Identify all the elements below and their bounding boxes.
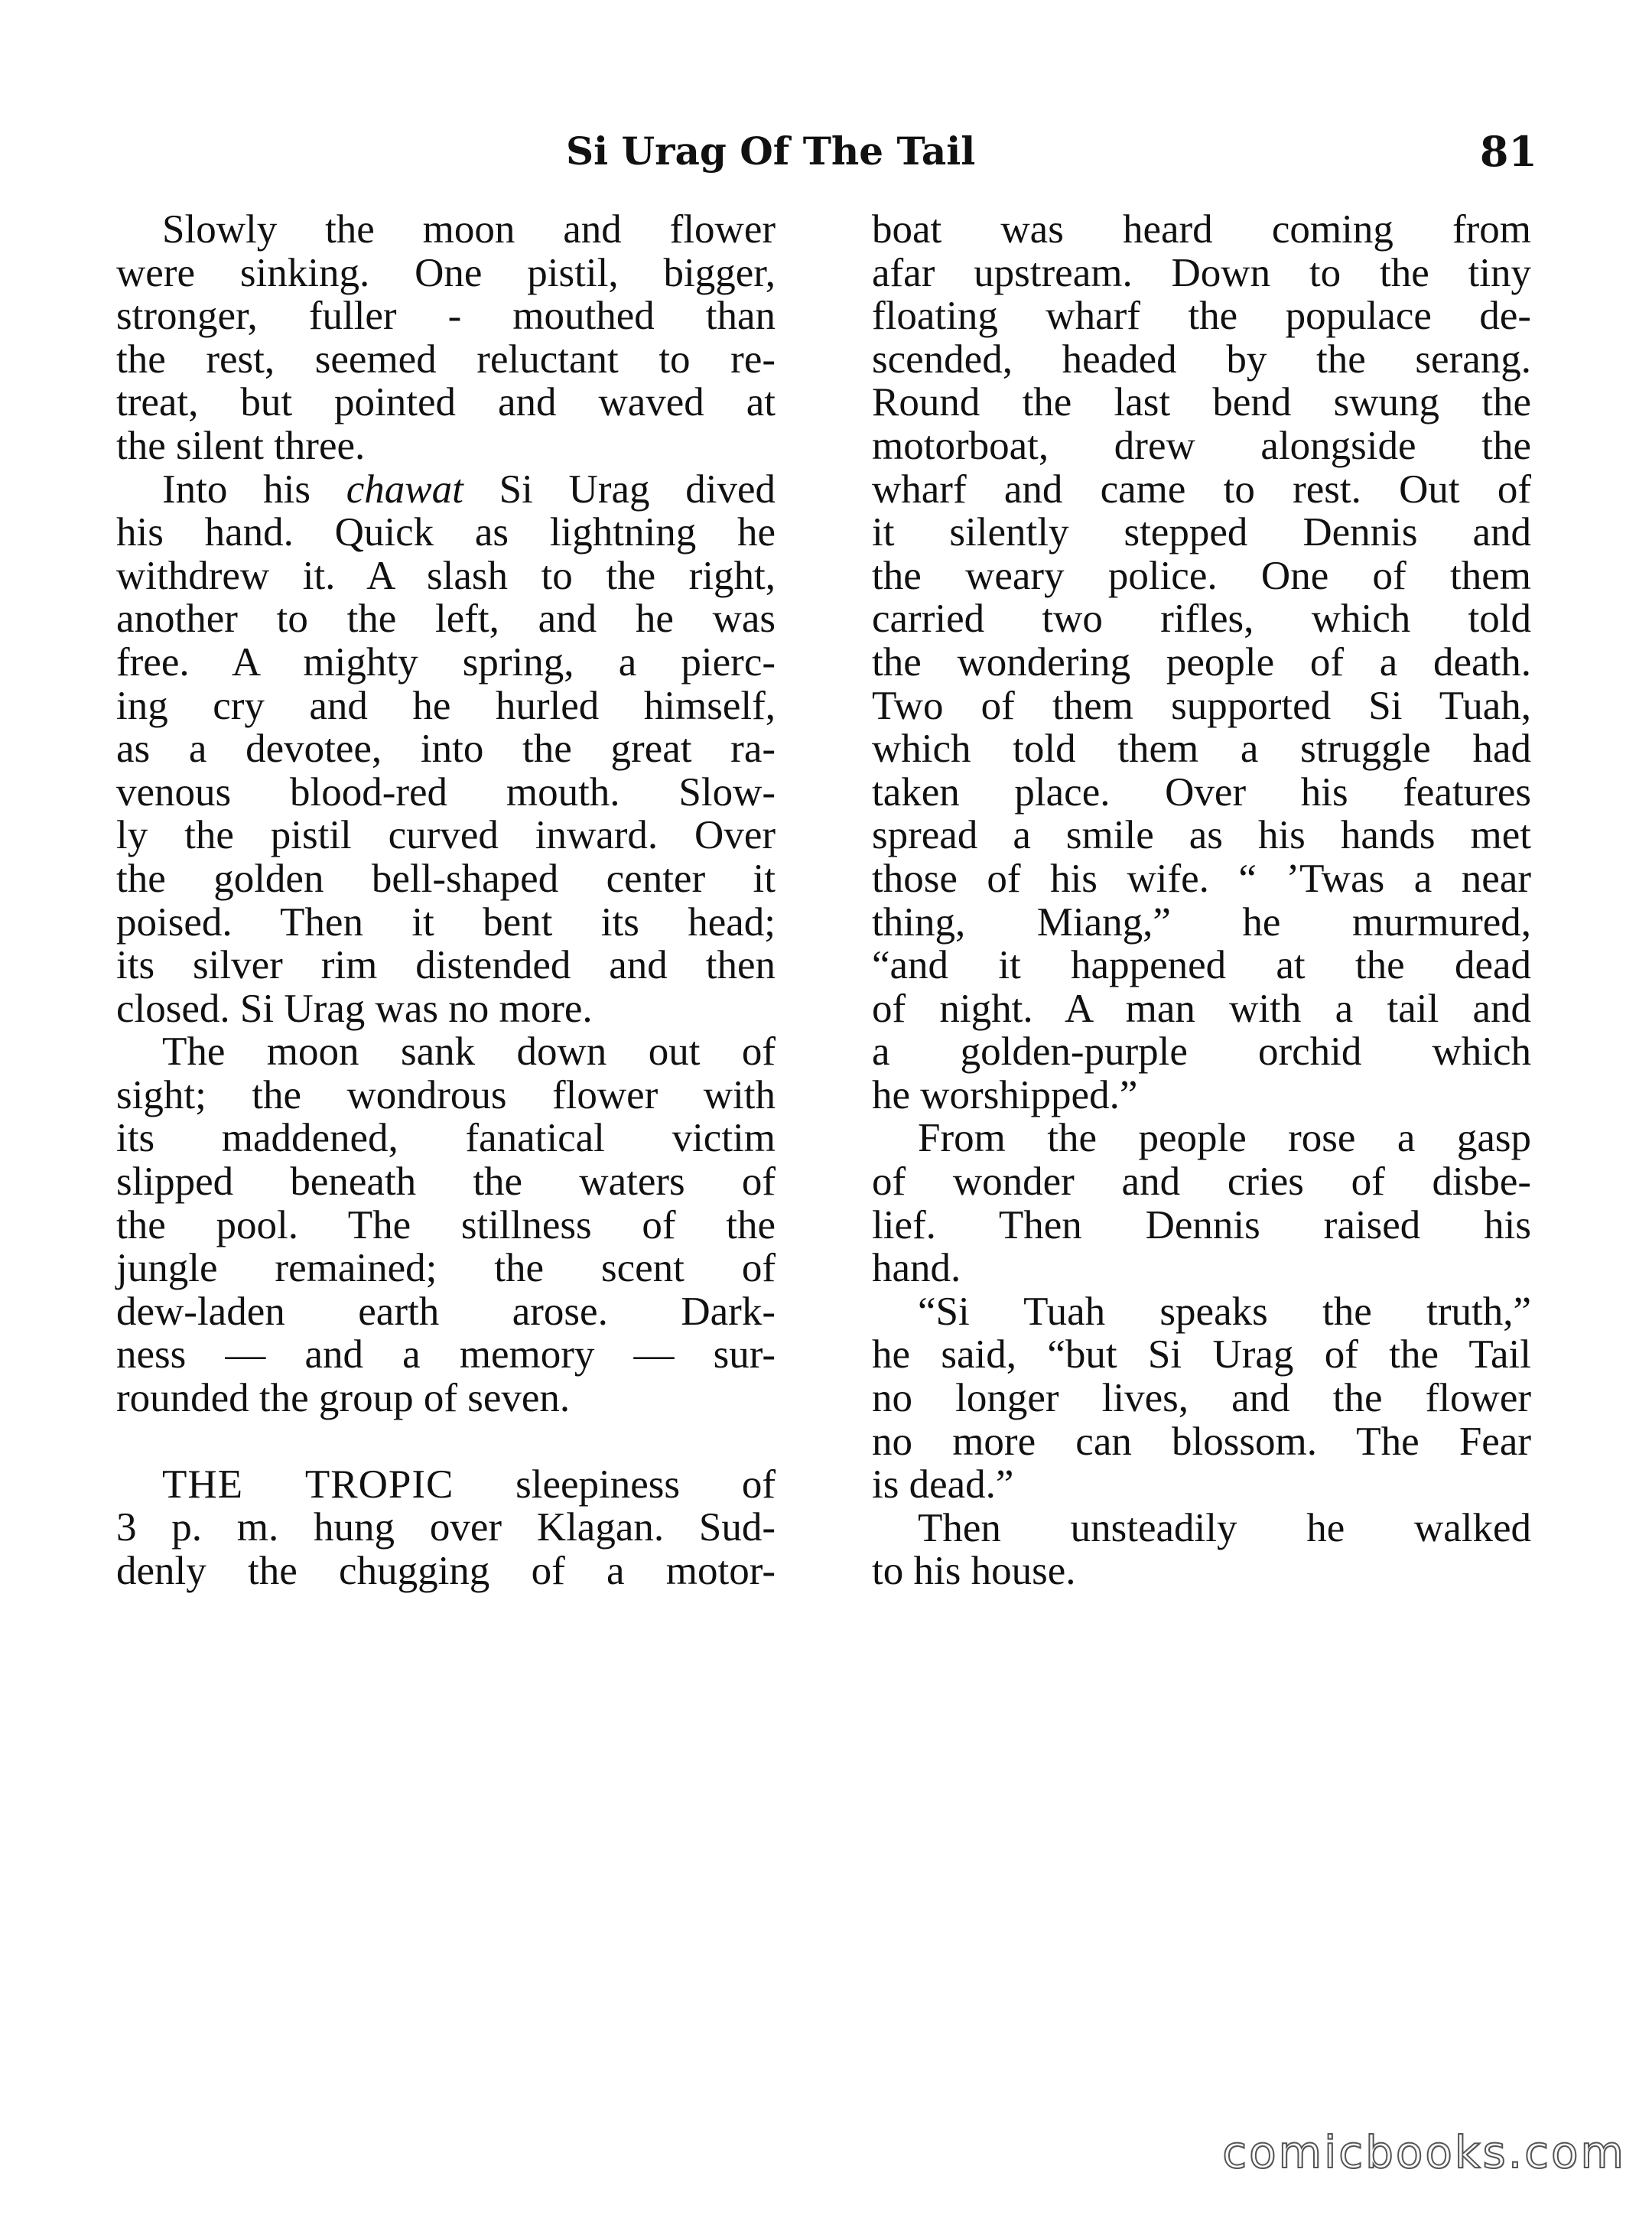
paragraph-walked-home	[872, 1507, 1531, 1593]
text-line: floating wharf the populace de-	[872, 294, 1531, 339]
text-line: Round the last bend swung the	[872, 380, 1531, 425]
text-line: were sinking. One pistil, bigger,	[116, 250, 776, 295]
text-line: 3 p. m. hung over Klagan. Sud-	[116, 1505, 776, 1550]
text-line: the wondering people of a death.	[872, 639, 1531, 685]
text-line: taken place. Over his features	[872, 769, 1531, 815]
text-line: Two of them supported Si Tuah,	[872, 683, 1531, 728]
text-line: of night. A man with a tail and	[872, 986, 1531, 1031]
text-line: the pool. The stillness of the	[116, 1202, 776, 1247]
paragraph-tropic-sleepiness	[116, 1463, 776, 1593]
left-column	[116, 208, 776, 1592]
paragraph-si-tuah-speaks	[872, 1290, 1531, 1507]
text-line: ness — and a memory — sur-	[116, 1332, 776, 1377]
text-line: of wonder and cries of disbe-	[872, 1159, 1531, 1205]
text-line: he said, “but Si Urag of the Tail	[872, 1332, 1531, 1377]
text-line: another to the left, and he was	[116, 597, 776, 642]
text-line: its silver rim distended and then	[116, 943, 776, 988]
paragraph-motorboat-arrives	[872, 208, 1531, 1117]
text-line: those of his wife. “ ’Twas a near	[872, 856, 1531, 901]
text-line: carried two rifles, which told	[872, 597, 1531, 642]
text-line: denly the chugging of a motor-	[116, 1548, 776, 1593]
text-line: to his house.	[872, 1549, 1076, 1594]
text-line: the weary police. One of them	[872, 553, 1531, 598]
text-line: scended, headed by the serang.	[872, 337, 1531, 382]
paragraph-gasp-of-wonder	[872, 1117, 1531, 1289]
text-line: sight; the wondrous flower with	[116, 1072, 776, 1117]
text-line: motorboat, drew alongside the	[872, 423, 1531, 468]
section-lead-caps: THE TROPIC	[162, 1462, 454, 1507]
text-fragment: Si Urag dived	[463, 467, 776, 512]
text-line: lief. Then Dennis raised his	[872, 1202, 1531, 1247]
page-number: 81	[1479, 127, 1537, 176]
watermark-logo: comicbooks.com	[1222, 2126, 1626, 2178]
text-line: treat, but pointed and waved at	[116, 380, 776, 425]
text-line: which told them a struggle had	[872, 727, 1531, 772]
text-line: the rest, seemed reluctant to re-	[116, 337, 776, 382]
text-line: his hand. Quick as lightning he	[116, 510, 776, 555]
text-line: wharf and came to rest. Out of	[872, 467, 1531, 512]
text-line: thing, Miang,” he murmured,	[872, 899, 1531, 945]
text-line: From the people rose a gasp	[918, 1116, 1531, 1161]
text-line: its maddened, fanatical victim	[116, 1116, 776, 1161]
right-column	[872, 208, 1531, 1593]
text-fragment: sleepiness of	[454, 1462, 776, 1507]
running-title: Si Urag Of The Tail	[566, 128, 976, 174]
text-line: ly the pistil curved inward. Over	[116, 813, 776, 858]
text-line: Then unsteadily he walked	[918, 1505, 1531, 1550]
text-line: spread a smile as his hands met	[872, 813, 1531, 858]
text-line: no longer lives, and the flower	[872, 1376, 1531, 1421]
text-line: ing cry and he hurled himself,	[116, 683, 776, 728]
text-line: hand.	[872, 1246, 961, 1291]
text-line: venous blood-red mouth. Slow-	[116, 769, 776, 815]
italic-word-chawat: chawat	[346, 467, 463, 512]
paragraph-si-urag-dives	[116, 468, 776, 1031]
text-line	[116, 468, 776, 512]
text-line: free. A mighty spring, a pierc-	[116, 639, 776, 685]
text-line: jungle remained; the scent of	[116, 1246, 776, 1291]
text-line: stronger, fuller - mouthed than	[116, 294, 776, 339]
text-line: slipped beneath the waters of	[116, 1159, 776, 1205]
text-line: it silently stepped Dennis and	[872, 510, 1531, 555]
text-line: boat was heard coming from	[872, 207, 1531, 252]
text-line: rounded the group of seven.	[116, 1376, 571, 1421]
text-line: The moon sank down out of	[162, 1029, 776, 1075]
text-line: closed. Si Urag was no more.	[116, 986, 593, 1031]
text-line: “and it happened at the dead	[872, 943, 1531, 988]
text-line: Slowly the moon and flower	[162, 207, 776, 252]
paragraph-moon-sank	[116, 1030, 776, 1420]
text-line	[116, 1463, 776, 1507]
text-line: is dead.”	[872, 1462, 1014, 1507]
text-line: the golden bell-shaped center it	[116, 856, 776, 901]
text-line: dew-laden earth arose. Dark-	[116, 1289, 776, 1334]
text-line: he worshipped.”	[872, 1072, 1138, 1117]
text-line: the silent three.	[116, 423, 366, 468]
text-line: a golden-purple orchid which	[872, 1029, 1531, 1075]
paragraph-moon-and-flower	[116, 208, 776, 468]
text-line: no more can blossom. The Fear	[872, 1419, 1531, 1464]
text-line: withdrew it. A slash to the right,	[116, 553, 776, 598]
text-fragment: Into his	[162, 467, 346, 512]
text-line: afar upstream. Down to the tiny	[872, 250, 1531, 295]
text-line: poised. Then it bent its head;	[116, 899, 776, 945]
text-line: as a devotee, into the great ra-	[116, 727, 776, 772]
text-line: “Si Tuah speaks the truth,”	[918, 1289, 1531, 1334]
